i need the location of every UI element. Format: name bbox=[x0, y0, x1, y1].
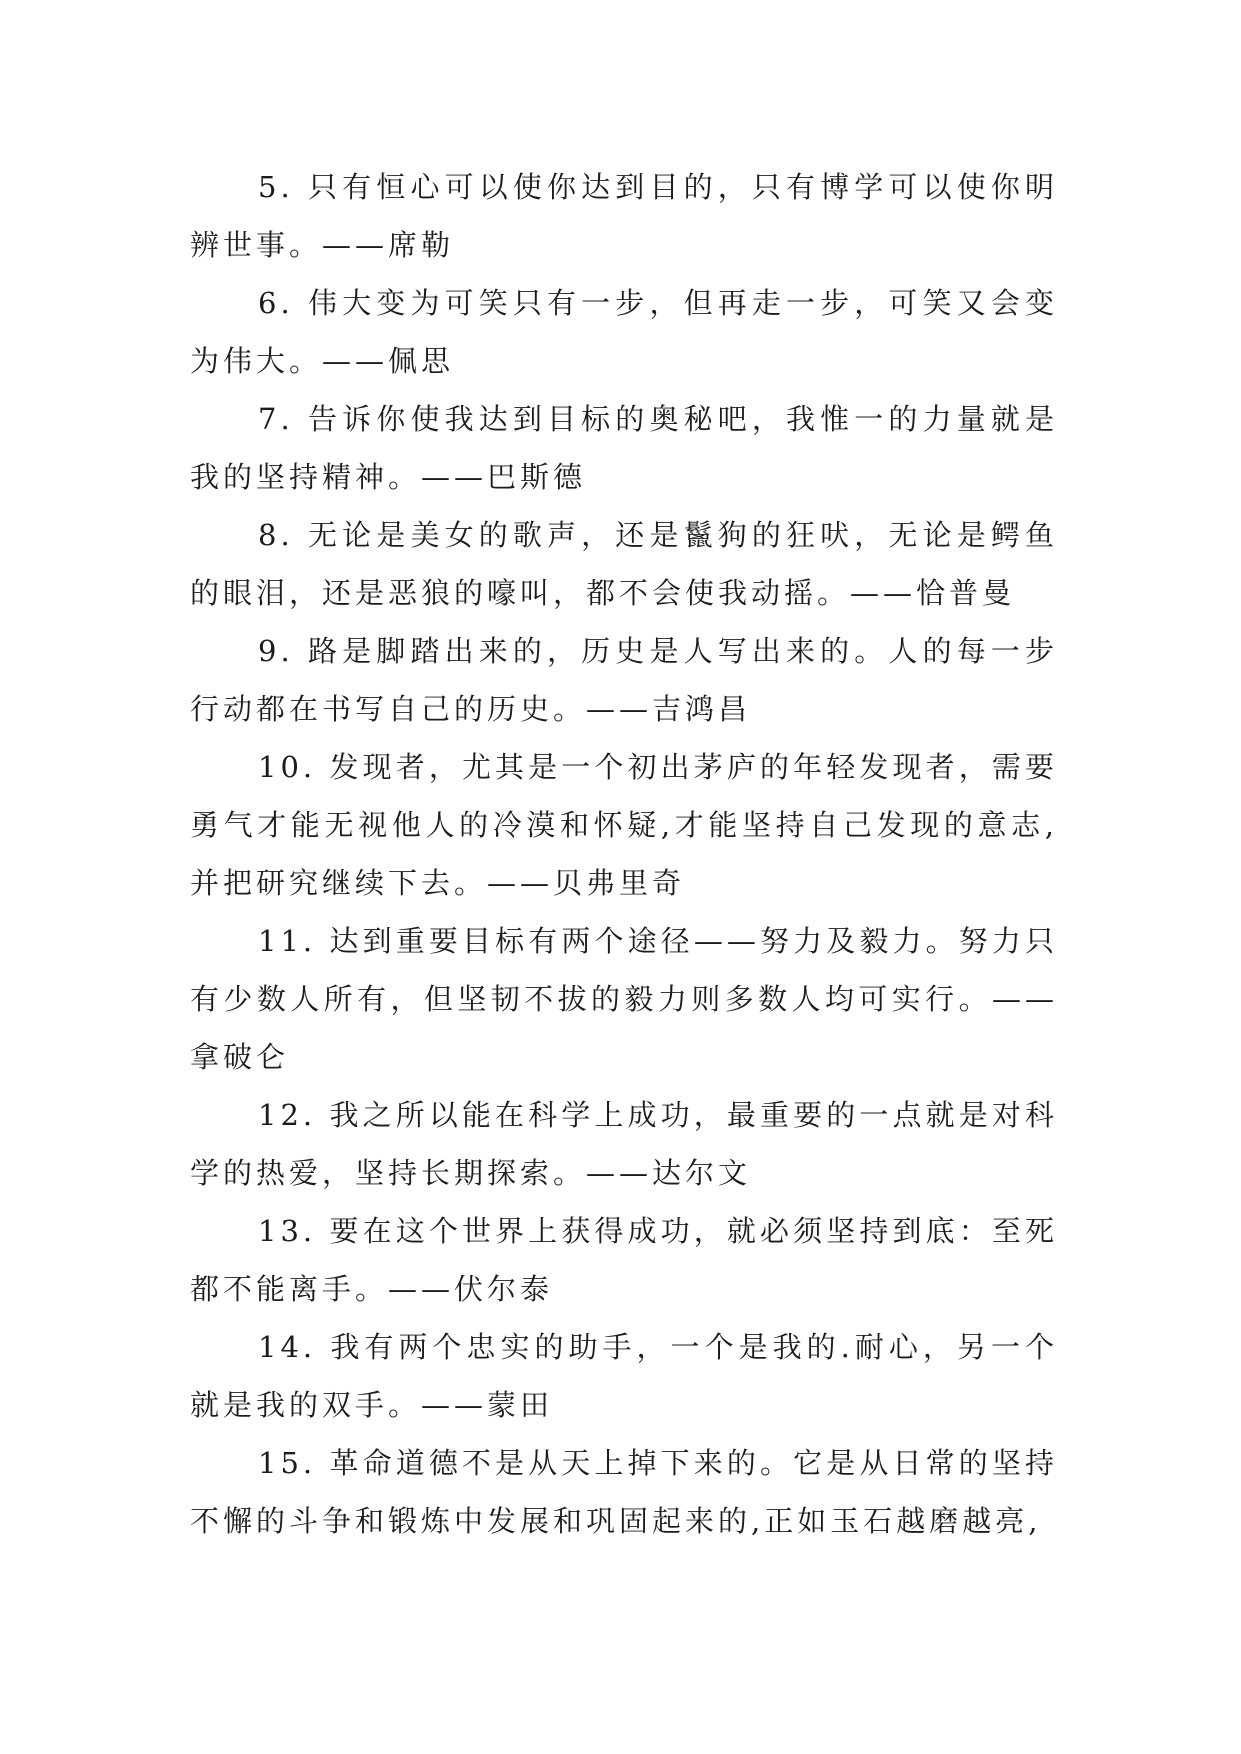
quote-paragraph-7: 7. 告诉你使我达到目标的奥秘吧，我惟一的力量就是我的坚持精神。——巴斯德 bbox=[190, 402, 1058, 494]
quote-paragraph-10: 10. 发现者，尤其是一个初出茅庐的年轻发现者，需要勇气才能无视他人的冷漠和怀疑,才能坚持自己发现的意志,并把研究继续下去。——贝弗里奇 bbox=[190, 750, 1058, 900]
quote-paragraph-6: 6. 伟大变为可笑只有一步，但再走一步，可笑又会变为伟大。——佩思 bbox=[190, 286, 1058, 378]
quote-paragraph-12: 12. 我之所以能在科学上成功，最重要的一点就是对科学的热爱，坚持长期探索。——达尔文 bbox=[190, 1098, 1058, 1190]
quote-paragraph-14: 14. 我有两个忠实的助手，一个是我的.耐心，另一个就是我的双手。——蒙田 bbox=[190, 1330, 1058, 1422]
quote-paragraph-11: 11. 达到重要目标有两个途径——努力及毅力。努力只有少数人所有，但坚韧不拔的毅力则多数人均可实行。——拿破仑 bbox=[190, 924, 1058, 1074]
quote-paragraph-13: 13. 要在这个世界上获得成功，就必须坚持到底：至死都不能离手。——伏尔泰 bbox=[190, 1214, 1058, 1306]
quote-paragraph-15: 15. 革命道德不是从天上掉下来的。它是从日常的坚持不懈的斗争和锻炼中发展和巩固起来的,正如玉石越磨越亮, bbox=[190, 1446, 1058, 1538]
quote-paragraph-5: 5. 只有恒心可以使你达到目的，只有博学可以使你明辨世事。——席勒 bbox=[190, 170, 1058, 262]
quote-paragraph-8: 8. 无论是美女的歌声，还是鬣狗的狂吠，无论是鳄鱼的眼泪，还是恶狼的嚎叫，都不会使我动摇。——恰普曼 bbox=[190, 518, 1058, 610]
quote-paragraph-9: 9. 路是脚踏出来的，历史是人写出来的。人的每一步行动都在书写自己的历史。——吉鸿昌 bbox=[190, 634, 1058, 726]
document-body bbox=[190, 158, 1058, 1550]
